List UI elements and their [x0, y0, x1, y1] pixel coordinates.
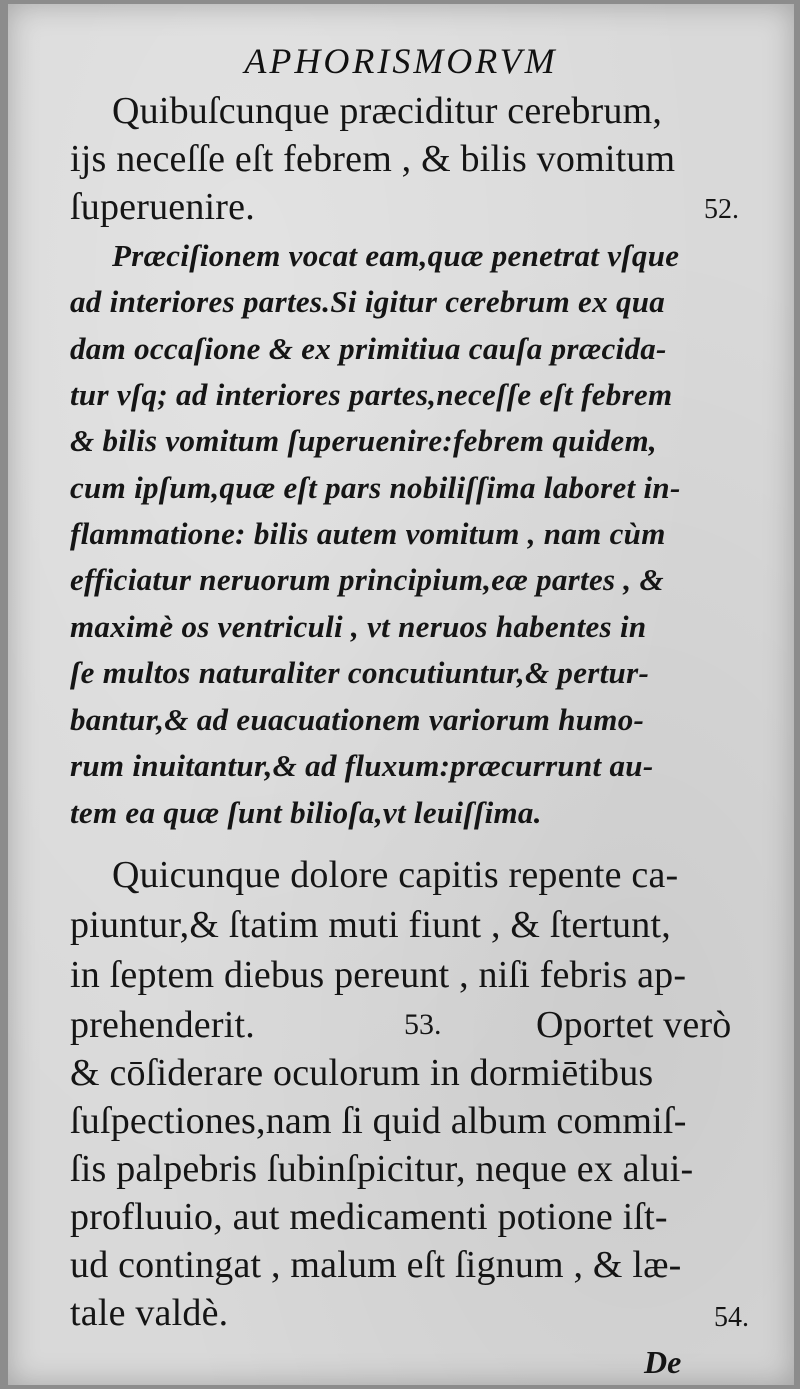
text-line: ſis palpebris ſubinſpicitur, neque ex alui- — [70, 1148, 694, 1190]
text-line: ud contingat , malum eſt ſignum , & læ- — [70, 1244, 682, 1286]
text-line: in ſeptem diebus pereunt , niſi febris ap- — [70, 954, 687, 996]
text-line: dam occaſione & ex primitiua cauſa præcida- — [70, 331, 667, 366]
text-line: & bilis vomitum ſuperuenire:febrem quidem, — [70, 423, 657, 458]
text-line: Quibuſcunque præciditur cerebrum, — [112, 90, 663, 132]
text-line: & cōſiderare oculorum in dormiētibus — [70, 1052, 654, 1094]
text-line: cum ipſum,quæ eſt pars nobiliſſima laboret in- — [70, 470, 681, 505]
text-line: rum inuitantur,& ad fluxum:præcurrunt au- — [70, 748, 654, 783]
text-line: profluuio, aut medicamenti potione iſt- — [70, 1196, 668, 1238]
catchword: De — [644, 1344, 682, 1380]
aphorism-number: 54. — [714, 1302, 749, 1333]
running-header: APHORISMORVM — [244, 41, 558, 81]
text-line: ſe multos naturaliter concutiuntur,& pertur- — [70, 655, 650, 690]
text-line: ſuperuenire. — [70, 186, 255, 228]
text-line: bantur,& ad euacuationem variorum humo- — [70, 702, 645, 737]
text-line: tur vſq; ad interiores partes,neceſſe eſt febrem — [70, 377, 673, 412]
book-page — [8, 4, 794, 1385]
text-line: ad interiores partes.Si igitur cerebrum ex qua — [70, 284, 666, 319]
text-line: ſuſpectiones,nam ſi quid album commiſ- — [70, 1100, 687, 1142]
aphorism-number: 52. — [704, 194, 739, 225]
text-line: Præciſionem vocat eam,quæ penetrat vſque — [112, 238, 680, 273]
text-line: maximè os ventriculi , vt neruos habentes in — [70, 609, 647, 644]
text-line: efficiatur neruorum principium,eæ partes , & — [70, 562, 664, 597]
text-line: ijs neceſſe eſt febrem , & bilis vomitum — [70, 138, 676, 180]
text-line: tale valdè. — [70, 1292, 229, 1334]
aphorism-number: 53. — [404, 1008, 442, 1041]
text-line: flammatione: bilis autem vomitum , nam cùm — [70, 516, 666, 551]
text-line: prehenderit. — [70, 1004, 255, 1046]
text-line: Oportet verò — [536, 1004, 732, 1046]
text-line: tem ea quæ ſunt bilioſa,vt leuiſſima. — [70, 795, 542, 830]
text-line: Quicunque dolore capitis repente ca- — [112, 854, 679, 896]
text-line: piuntur,& ſtatim muti fiunt , & ſtertunt, — [70, 904, 671, 946]
